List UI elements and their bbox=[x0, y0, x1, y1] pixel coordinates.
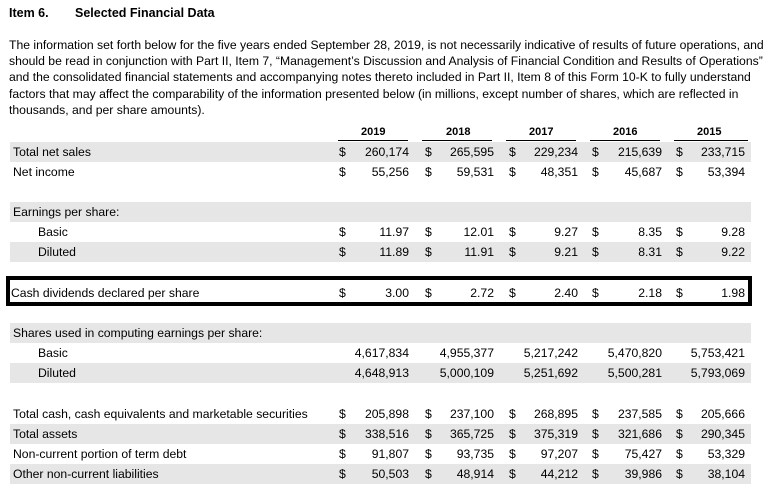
row-label: Other non-current liabilities bbox=[13, 467, 159, 481]
value-cell-2015: 290,345 bbox=[700, 427, 745, 441]
year-underline bbox=[674, 140, 748, 141]
value-cell-2018: 237,100 bbox=[449, 407, 494, 421]
value-cell-2017: 9.27 bbox=[554, 225, 578, 239]
value-cell-2015: 53,329 bbox=[707, 447, 745, 461]
value-cell-2015: 38,104 bbox=[707, 467, 745, 481]
value-cell-2018: 12.01 bbox=[463, 225, 494, 239]
value-cell-2018: 93,735 bbox=[456, 447, 494, 461]
value-cell-2017: 9.21 bbox=[554, 245, 578, 259]
value-cell-2016: 2.18 bbox=[638, 286, 662, 300]
value-cell-2017: 48,351 bbox=[540, 165, 578, 179]
table-row bbox=[10, 222, 751, 242]
value-cell-2017: 5,217,242 bbox=[523, 346, 578, 360]
value-cell-2015: 5,793,069 bbox=[690, 366, 745, 380]
value-cell-2017: 5,251,692 bbox=[523, 366, 578, 380]
year-underline bbox=[590, 140, 660, 141]
highlight-box bbox=[6, 276, 752, 306]
value-cell-2017: 97,207 bbox=[540, 447, 578, 461]
currency-sign: $ bbox=[339, 225, 346, 239]
currency-sign: $ bbox=[592, 427, 599, 441]
table-row bbox=[10, 363, 751, 383]
currency-sign: $ bbox=[509, 165, 516, 179]
section-title: Selected Financial Data bbox=[75, 6, 215, 20]
value-cell-2018: 2.72 bbox=[470, 286, 494, 300]
value-cell-2019: 3.00 bbox=[385, 286, 409, 300]
currency-sign: $ bbox=[339, 427, 346, 441]
year-underline bbox=[422, 140, 492, 141]
currency-sign: $ bbox=[592, 286, 599, 300]
value-cell-2017: 375,319 bbox=[533, 427, 578, 441]
value-cell-2017: 44,212 bbox=[540, 467, 578, 481]
currency-sign: $ bbox=[676, 145, 683, 159]
value-cell-2019: 55,256 bbox=[371, 165, 409, 179]
currency-sign: $ bbox=[339, 407, 346, 421]
value-cell-2018: 11.91 bbox=[464, 245, 494, 259]
value-cell-2016: 39,986 bbox=[624, 467, 662, 481]
currency-sign: $ bbox=[592, 447, 599, 461]
intro-paragraph: The information set forth below for the five years ended September 28, 2019, is not necessarily indicative of results of future operations, and should be read in conjunction with Part II, Item 7, “Management’s Discussion and Analysis of Financial Condition and Results of Operations” and the consolidated financial statements and accompanying notes thereto included in Part II, Item 8 of this Form 10-K to fully understand factors that may affect the comparability of the information presented below (in millions, except number of shares, which are reflected in thousands, and per share amounts). bbox=[9, 38, 764, 117]
currency-sign: $ bbox=[592, 145, 599, 159]
currency-sign: $ bbox=[509, 427, 516, 441]
currency-sign: $ bbox=[676, 427, 683, 441]
value-cell-2019: 260,174 bbox=[364, 145, 409, 159]
currency-sign: $ bbox=[509, 447, 516, 461]
value-cell-2015: 205,666 bbox=[700, 407, 745, 421]
value-cell-2017: 268,895 bbox=[533, 407, 578, 421]
currency-sign: $ bbox=[592, 467, 599, 481]
value-cell-2018: 265,595 bbox=[449, 145, 494, 159]
value-cell-2016: 215,639 bbox=[617, 145, 662, 159]
value-cell-2019: 50,503 bbox=[371, 467, 409, 481]
row-label: Diluted bbox=[38, 366, 76, 380]
value-cell-2019: 4,617,834 bbox=[354, 346, 409, 360]
value-cell-2016: 5,500,281 bbox=[607, 366, 662, 380]
currency-sign: $ bbox=[425, 165, 432, 179]
value-cell-2018: 59,531 bbox=[456, 165, 494, 179]
currency-sign: $ bbox=[676, 467, 683, 481]
currency-sign: $ bbox=[425, 467, 432, 481]
table-row bbox=[10, 343, 751, 363]
currency-sign: $ bbox=[676, 225, 683, 239]
year-underline bbox=[338, 140, 408, 141]
table-row bbox=[10, 323, 751, 343]
currency-sign: $ bbox=[592, 245, 599, 259]
year-header-2015: 2015 bbox=[697, 126, 722, 138]
currency-sign: $ bbox=[425, 225, 432, 239]
currency-sign: $ bbox=[339, 467, 346, 481]
value-cell-2018: 5,000,109 bbox=[439, 366, 494, 380]
value-cell-2019: 11.89 bbox=[379, 245, 409, 259]
currency-sign: $ bbox=[592, 225, 599, 239]
currency-sign: $ bbox=[676, 407, 683, 421]
row-label: Total cash, cash equivalents and marketable securities bbox=[13, 407, 308, 421]
value-cell-2016: 8.35 bbox=[638, 225, 662, 239]
value-cell-2016: 45,687 bbox=[624, 165, 662, 179]
value-cell-2015: 5,753,421 bbox=[690, 346, 745, 360]
currency-sign: $ bbox=[509, 225, 516, 239]
value-cell-2019: 338,516 bbox=[364, 427, 409, 441]
value-cell-2017: 2.40 bbox=[554, 286, 578, 300]
table-row bbox=[10, 242, 751, 262]
value-cell-2016: 237,585 bbox=[617, 407, 662, 421]
row-label: Earnings per share: bbox=[13, 205, 120, 219]
currency-sign: $ bbox=[509, 467, 516, 481]
value-cell-2018: 48,914 bbox=[456, 467, 494, 481]
item-number: Item 6. bbox=[9, 6, 49, 20]
currency-sign: $ bbox=[676, 286, 683, 300]
row-label: Net income bbox=[13, 165, 75, 179]
table-row bbox=[10, 424, 751, 444]
currency-sign: $ bbox=[339, 447, 346, 461]
currency-sign: $ bbox=[592, 407, 599, 421]
currency-sign: $ bbox=[339, 245, 346, 259]
currency-sign: $ bbox=[509, 407, 516, 421]
value-cell-2019: 11.97 bbox=[379, 225, 409, 239]
value-cell-2015: 9.22 bbox=[721, 245, 745, 259]
value-cell-2015: 53,394 bbox=[707, 165, 745, 179]
value-cell-2016: 75,427 bbox=[624, 447, 662, 461]
year-underline bbox=[506, 140, 576, 141]
value-cell-2015: 233,715 bbox=[700, 145, 745, 159]
value-cell-2018: 365,725 bbox=[449, 427, 494, 441]
table-row bbox=[10, 444, 751, 464]
year-header-2018: 2018 bbox=[446, 126, 471, 138]
value-cell-2017: 229,234 bbox=[533, 145, 578, 159]
table-row bbox=[10, 162, 751, 182]
currency-sign: $ bbox=[509, 286, 516, 300]
value-cell-2016: 8.31 bbox=[638, 245, 662, 259]
currency-sign: $ bbox=[425, 245, 432, 259]
table-row bbox=[10, 142, 751, 162]
row-label: Basic bbox=[38, 346, 68, 360]
currency-sign: $ bbox=[592, 165, 599, 179]
currency-sign: $ bbox=[425, 145, 432, 159]
row-label: Diluted bbox=[38, 245, 76, 259]
year-header-2016: 2016 bbox=[613, 126, 638, 138]
currency-sign: $ bbox=[509, 145, 516, 159]
currency-sign: $ bbox=[425, 286, 432, 300]
table-row bbox=[10, 404, 751, 424]
table-row bbox=[10, 464, 751, 484]
value-cell-2016: 321,686 bbox=[617, 427, 662, 441]
currency-sign: $ bbox=[676, 447, 683, 461]
currency-sign: $ bbox=[509, 245, 516, 259]
row-label: Non-current portion of term debt bbox=[13, 447, 187, 461]
year-header-2019: 2019 bbox=[361, 126, 386, 138]
value-cell-2019: 205,898 bbox=[364, 407, 409, 421]
currency-sign: $ bbox=[425, 427, 432, 441]
value-cell-2016: 5,470,820 bbox=[607, 346, 662, 360]
row-label: Total net sales bbox=[13, 145, 91, 159]
value-cell-2015: 1.98 bbox=[721, 286, 745, 300]
row-label: Shares used in computing earnings per share: bbox=[13, 326, 263, 340]
currency-sign: $ bbox=[425, 447, 432, 461]
row-label: Total assets bbox=[13, 427, 78, 441]
value-cell-2018: 4,955,377 bbox=[439, 346, 494, 360]
currency-sign: $ bbox=[676, 165, 683, 179]
currency-sign: $ bbox=[676, 245, 683, 259]
row-label: Basic bbox=[38, 225, 68, 239]
currency-sign: $ bbox=[339, 165, 346, 179]
row-label: Cash dividends declared per share bbox=[11, 286, 200, 300]
currency-sign: $ bbox=[339, 145, 346, 159]
currency-sign: $ bbox=[339, 286, 346, 300]
value-cell-2019: 4,648,913 bbox=[354, 366, 409, 380]
value-cell-2015: 9.28 bbox=[721, 225, 745, 239]
value-cell-2019: 91,807 bbox=[371, 447, 409, 461]
year-header-2017: 2017 bbox=[529, 126, 554, 138]
table-row bbox=[10, 202, 751, 222]
currency-sign: $ bbox=[425, 407, 432, 421]
